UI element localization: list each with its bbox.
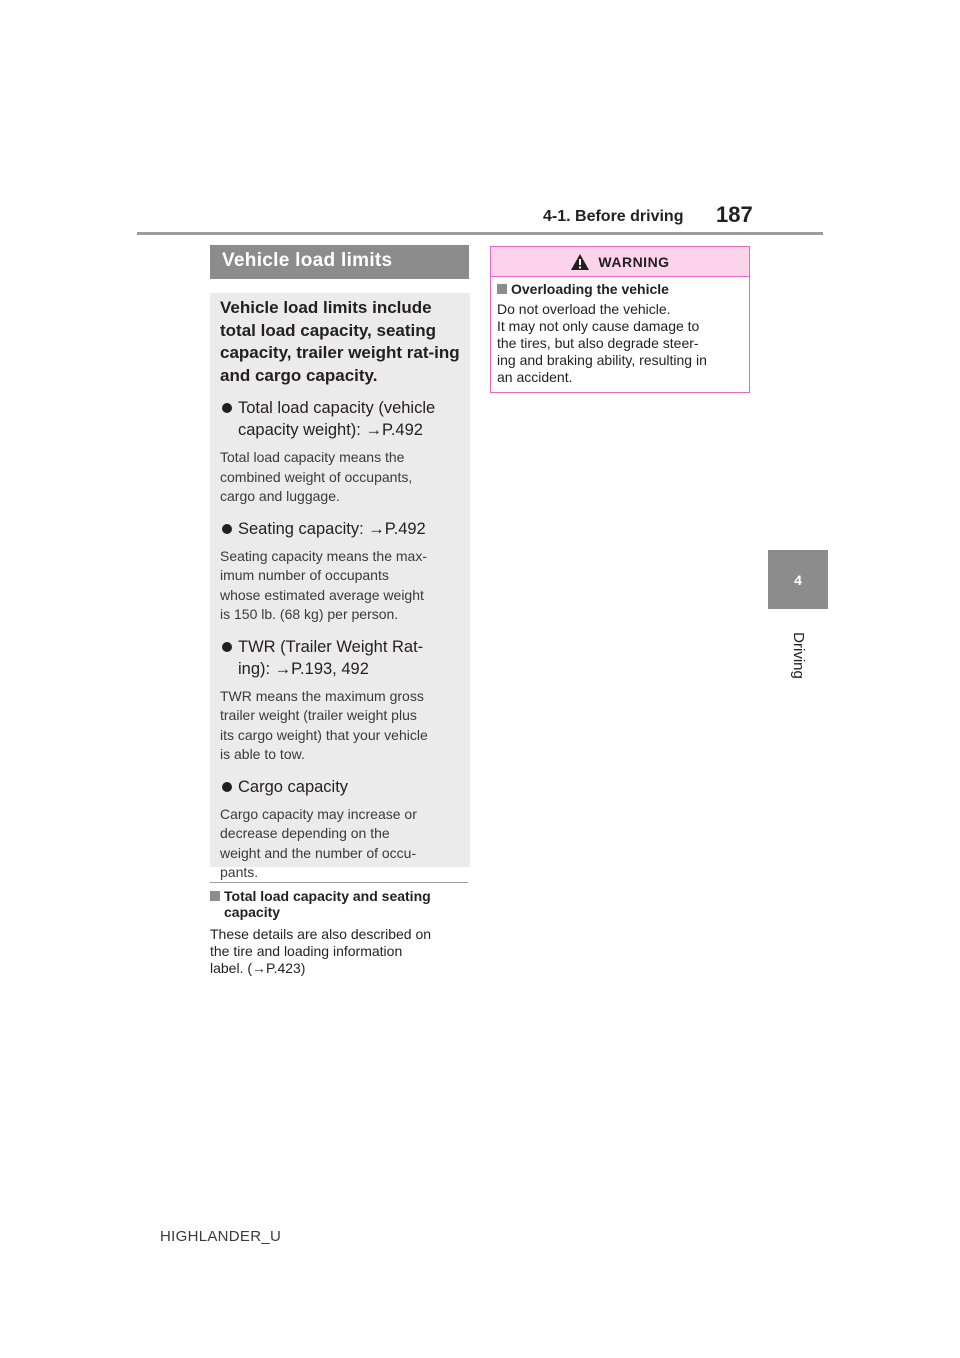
- footer-model: HIGHLANDER_U: [160, 1228, 282, 1245]
- desc-line: is 150 lb. (68 kg) per person.: [220, 606, 399, 622]
- bullet-dot-icon: [222, 782, 232, 792]
- square-bullet-icon: [210, 891, 220, 901]
- warning-line: an accident.: [497, 369, 573, 385]
- bullet-dot-icon: [222, 524, 232, 534]
- bullet-total-load: [220, 397, 460, 441]
- chapter-tab-label: [768, 620, 828, 690]
- warning-title: WARNING: [598, 253, 670, 270]
- warning-line: the tires, but also degrade steer-: [497, 335, 699, 351]
- section-title: Vehicle load limits: [210, 245, 469, 279]
- desc-line: combined weight of occupants,: [220, 468, 413, 485]
- bullet-title-line1: Cargo capacity: [238, 777, 349, 796]
- bullet-desc-cargo: [220, 805, 460, 883]
- note-body: [210, 926, 472, 977]
- note-divider: [210, 882, 468, 883]
- note-line: the tire and loading information: [210, 943, 403, 959]
- bullet-title-line2: ing): →P.193, 492: [238, 659, 369, 678]
- note-line: label. (→P.423): [210, 960, 306, 976]
- bullet-cargo: [220, 776, 460, 798]
- note-heading: [210, 888, 472, 920]
- header-divider: [137, 232, 823, 235]
- warning-header: [491, 247, 749, 277]
- desc-line: imum number of occupants: [220, 567, 389, 583]
- running-header-section: 4-1. Before driving: [543, 208, 684, 225]
- desc-line: decrease depending on the: [220, 825, 390, 841]
- desc-line: whose estimated average weight: [220, 586, 424, 603]
- bullet-title-line2: capacity weight): →P.492: [238, 421, 423, 439]
- chapter-tab-number: 4: [768, 550, 828, 609]
- warning-text: [491, 298, 749, 386]
- bullet-desc-seating: [220, 547, 460, 625]
- warning-subheading-text: Overloading the vehicle: [511, 281, 669, 297]
- warning-triangle-icon: [570, 253, 590, 271]
- page-number: 187: [716, 202, 753, 227]
- desc-line: Total load capacity means the: [220, 449, 405, 465]
- desc-line: its cargo weight) that your vehicle: [220, 726, 428, 743]
- bullet-dot-icon: [222, 642, 232, 652]
- bullet-title-line1: Seating capacity: →P.492: [238, 519, 426, 538]
- note-heading-line2: capacity: [224, 904, 281, 920]
- desc-line: Seating capacity means the max-: [220, 547, 427, 564]
- desc-line: Cargo capacity may increase or: [220, 805, 417, 822]
- section-intro: Vehicle load limits include total load capacity, seating capacity, trailer weight rat-ing and cargo capacity.: [220, 298, 460, 385]
- bullet-title-line1: Total load capacity (vehicle: [238, 399, 436, 417]
- warning-line: ing and braking ability, resulting in: [497, 352, 707, 368]
- note-heading-line1: Total load capacity and seating: [224, 888, 431, 904]
- desc-line: trailer weight (trailer weight plus: [220, 707, 417, 723]
- warning-line: It may not only cause damage to: [497, 318, 700, 334]
- chapter-label-text: Driving: [789, 631, 807, 679]
- desc-line: weight and the number of occu-: [220, 844, 417, 861]
- bullet-desc-twr: [220, 687, 460, 765]
- bullet-seating: [220, 518, 460, 540]
- note-line: These details are also described on: [210, 926, 432, 942]
- desc-line: TWR means the maximum gross: [220, 687, 424, 704]
- bullet-desc-total-load: [220, 448, 460, 507]
- desc-line: pants.: [220, 864, 259, 880]
- warning-box: [490, 246, 750, 393]
- bullet-title-line1: TWR (Trailer Weight Rat-: [238, 637, 424, 656]
- square-bullet-icon: [497, 284, 507, 294]
- warning-subheading: [491, 277, 749, 298]
- desc-line: is able to tow.: [220, 746, 305, 762]
- load-limits-box: [210, 293, 470, 880]
- bullet-twr: [220, 636, 460, 680]
- warning-line: Do not overload the vehicle.: [497, 301, 671, 317]
- desc-line: cargo and luggage.: [220, 488, 340, 504]
- bullet-dot-icon: [222, 403, 232, 413]
